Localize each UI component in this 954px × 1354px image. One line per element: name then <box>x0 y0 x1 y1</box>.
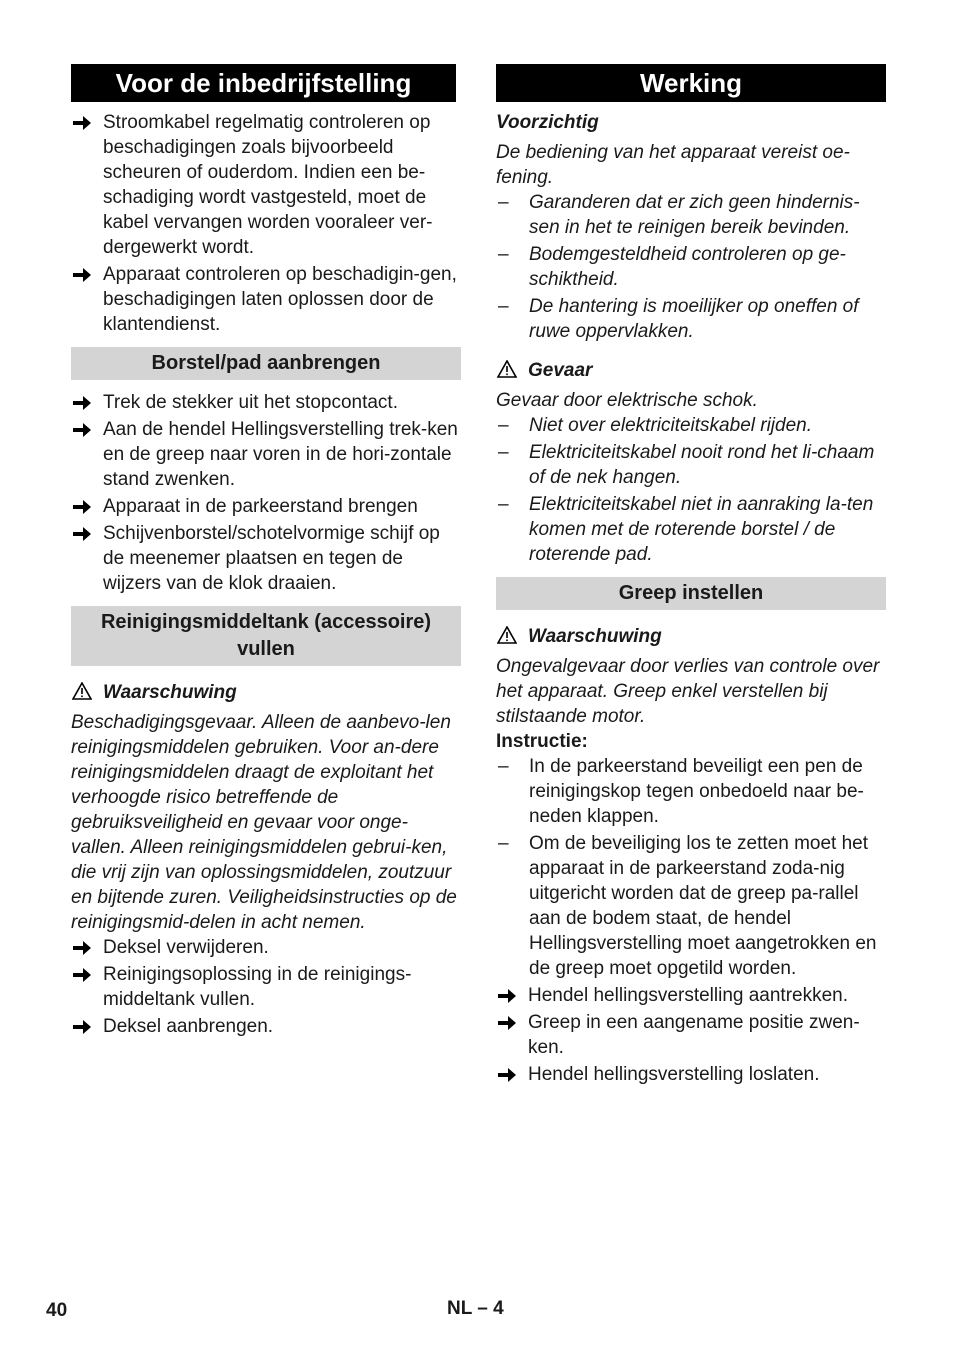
step-item <box>71 110 461 260</box>
step-item <box>71 390 461 415</box>
step-item <box>71 494 461 519</box>
step-item <box>71 962 461 1012</box>
warning-triangle-icon <box>497 626 517 651</box>
instruction-item-text: Om de beveiliging los te zetten moet het apparaat in de parkeerstand zoda-nig uitgericht worden dat de greep pa-rallel aan de bodem staat, de hendel Hellingsverstelling moet aangetrokken en de greep moet opgetild worden. <box>529 833 877 979</box>
warning-heading <box>71 680 461 705</box>
step-text: Apparaat controleren op beschadigin-gen, beschadigingen laten oplossen door de klantendienst. <box>103 264 457 335</box>
step-text: Greep in een aangename positie zwen-ken. <box>528 1012 860 1058</box>
language-page-label: NL – 4 <box>447 1298 504 1319</box>
caution-item: – Bodemgesteldheid controleren op ge-schiktheid. <box>498 244 846 290</box>
step-item <box>496 1010 886 1060</box>
danger-text: Gevaar door elektrische schok. <box>496 390 758 411</box>
danger-item: – Niet over elektriciteitskabel rijden. <box>498 415 813 436</box>
danger-item-text: Niet over elektriciteitskabel rijden. <box>529 415 813 436</box>
step-text: Reinigingsoplossing in de reinigings-middeltank vullen. <box>103 964 412 1010</box>
arrow-right-icon <box>498 1010 518 1035</box>
section-title-commissioning: Voor de inbedrijfstelling <box>71 64 456 102</box>
step-text: Apparaat in de parkeerstand brengen <box>103 496 418 517</box>
danger-heading <box>496 358 886 383</box>
step-item <box>71 262 461 337</box>
left-column <box>71 64 461 1041</box>
step-text: Hendel hellingsverstelling aantrekken. <box>528 985 849 1006</box>
instruction-item: – Om de beveiliging los te zetten moet het apparaat in de parkeerstand zoda-nig uitgericht worden dat de greep pa-rallel aan de bodem staat, de hendel Hellingsverstelling moet aangetrokken en de greep moet opgetild worden. <box>498 833 877 979</box>
step-text: Deksel verwijderen. <box>103 937 269 958</box>
step-item <box>496 983 886 1008</box>
step-text: Trek de stekker uit het stopcontact. <box>103 392 398 413</box>
warning-triangle-icon <box>497 360 517 385</box>
step-item <box>71 1014 461 1039</box>
step-item <box>71 417 461 492</box>
subsection-title-brush: Borstel/pad aanbrengen <box>71 347 461 380</box>
arrow-right-icon <box>498 983 518 1008</box>
warning-triangle-icon <box>72 682 92 707</box>
arrow-right-icon <box>73 262 93 287</box>
danger-item-text: Elektriciteitskabel niet in aanraking la-ten komen met de roterende borstel / de roterende pad. <box>529 494 874 565</box>
arrow-right-icon <box>73 110 93 135</box>
section-title-operation: Werking <box>496 64 886 102</box>
warning-text: Beschadigingsgevaar. Alleen de aanbevo-len reinigingsmiddelen gebruiken. Voor an-dere reinigingsmiddelen draagt de exploitant het verhoogde risico betreffende de gebruiksveiligheid en gevaar voor onge-vallen. Alleen reinigingsmiddelen gebrui-ken, die vrij zijn van oplossingsmiddelen, zoutzuur en bijtende zuren. Veiligheidsinstructies op de reinigingsmid-delen in acht nemen. <box>71 712 457 933</box>
caution-heading: Voorzichtig <box>496 112 599 133</box>
arrow-right-icon <box>73 935 93 960</box>
caution-item-text: Bodemgesteldheid controleren op ge-schiktheid. <box>529 244 846 290</box>
page-number: 40 <box>46 1300 68 1321</box>
step-text: Deksel aanbrengen. <box>103 1016 274 1037</box>
step-text: Stroomkabel regelmatig controleren op beschadigingen zoals bijvoorbeeld scheuren of ouderdom. Indien een be-schadiging wordt vastgesteld, moet de kabel vervangen worden vooraleer ver-dergewerkt wordt. <box>103 112 433 258</box>
step-item <box>496 1062 886 1087</box>
caution-item-text: De hantering is moeilijker op oneffen of ruwe oppervlakken. <box>529 296 859 342</box>
step-item <box>71 521 461 596</box>
caution-text: De bediening van het apparaat vereist oe-fening. <box>496 142 850 188</box>
instruction-item: – In de parkeerstand beveiligt een pen de reinigingskop tegen onbedoeld naar be-neden klappen. <box>498 756 864 827</box>
step-text: Hendel hellingsverstelling loslaten. <box>528 1064 820 1085</box>
right-column <box>496 64 886 1089</box>
arrow-right-icon <box>73 417 93 442</box>
warning-text: Ongevalgevaar door verlies van controle over het apparaat. Greep enkel verstellen bij stilstaande motor. <box>496 656 880 727</box>
arrow-right-icon <box>73 962 93 987</box>
danger-item: – Elektriciteitskabel niet in aanraking la-ten komen met de roterende borstel / de roterende pad. <box>498 494 874 565</box>
warning-label: Waarschuwing <box>528 626 662 647</box>
step-item <box>71 935 461 960</box>
step-text: Aan de hendel Hellingsverstelling trek-ken en de greep naar voren in de hori-zontale stand zwenken. <box>103 419 458 490</box>
subsection-title-grip: Greep instellen <box>496 577 886 610</box>
danger-label: Gevaar <box>528 360 593 381</box>
step-text: Schijvenborstel/schotelvormige schijf op de meenemer plaatsen en tegen de wijzers van de klok draaien. <box>103 523 440 594</box>
arrow-right-icon <box>73 1014 93 1039</box>
danger-item: – Elektriciteitskabel nooit rond het li-chaam of de nek hangen. <box>498 442 875 488</box>
arrow-right-icon <box>73 390 93 415</box>
caution-item-text: Garanderen dat er zich geen hindernis-sen in het te reinigen bereik bevinden. <box>529 192 860 238</box>
instruction-item-text: In de parkeerstand beveiligt een pen de reinigingskop tegen onbedoeld naar be-neden klappen. <box>529 756 864 827</box>
caution-item: – De hantering is moeilijker op oneffen of ruwe oppervlakken. <box>498 296 859 342</box>
arrow-right-icon <box>498 1062 518 1087</box>
warning-label: Waarschuwing <box>103 682 237 703</box>
subsection-title-tank: Reinigingsmiddeltank (accessoire) vullen <box>71 606 461 666</box>
arrow-right-icon <box>73 494 93 519</box>
arrow-right-icon <box>73 521 93 546</box>
danger-item-text: Elektriciteitskabel nooit rond het li-chaam of de nek hangen. <box>529 442 875 488</box>
caution-item: – Garanderen dat er zich geen hindernis-sen in het te reinigen bereik bevinden. <box>498 192 860 238</box>
instruction-label: Instructie: <box>496 731 588 752</box>
warning-heading <box>496 624 886 649</box>
